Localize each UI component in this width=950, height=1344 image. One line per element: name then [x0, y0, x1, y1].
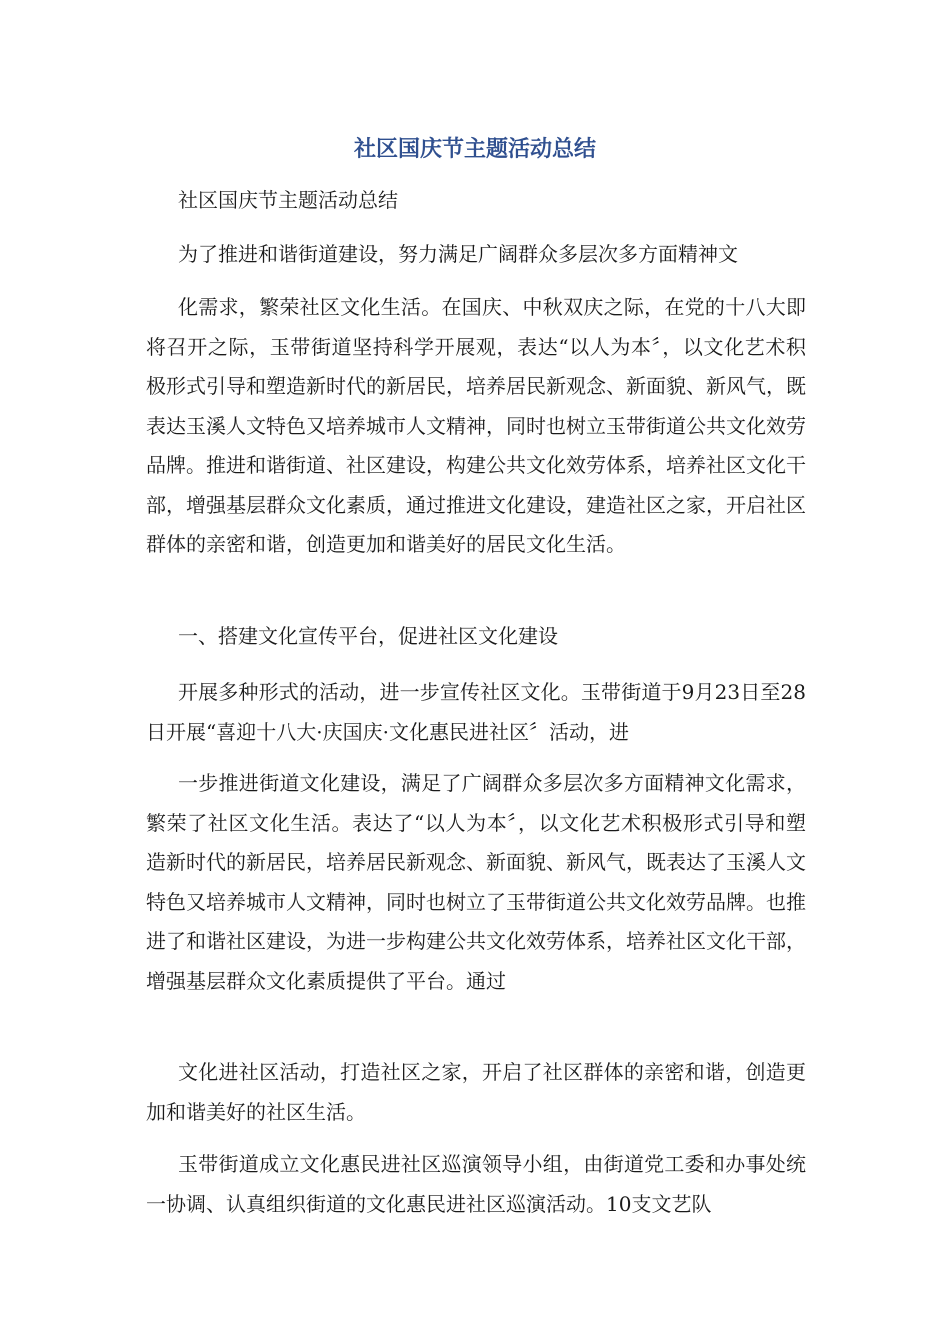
- subtitle-paragraph: 社区国庆节主题活动总结: [178, 188, 398, 212]
- section-1-paragraph-1: 开展多种形式的活动，进一步宣传社区文化。玉带街道于9月23日至28日开展“喜迎十八大·庆国庆·文化惠民进社区〞活动，进: [146, 680, 806, 744]
- document-title: 社区国庆节主题活动总结: [353, 137, 596, 162]
- section-1-paragraph-2: 一步推进街道文化建设，满足了广阔群众多层次多方面精神文化需求，繁荣了社区文化生活。表达了“以人为本〞，以文化艺术积极形式引导和塑造新时代的新居民，培养居民新观念、新面貌、新风气，既表达了玉溪人文特色又培养城市人文精神，同时也树立了玉带街道公共文化效劳品牌。也推进了和谐社区建设，为进一步构建公共文化效劳体系，培养社区文化干部，增强基层群众文化素质提供了平台。通过: [146, 771, 806, 993]
- intro-paragraph-line: 为了推进和谐街道建设，努力满足广阔群众多层次多方面精神文: [178, 242, 738, 266]
- section-1-paragraph-3: 文化进社区活动，打造社区之家，开启了社区群体的亲密和谐，创造更加和谐美好的社区生活。: [146, 1060, 806, 1124]
- section-1-paragraph-4: 玉带街道成立文化惠民进社区巡演领导小组，由街道党工委和办事处统一协调、认真组织街道的文化惠民进社区巡演活动。10支文艺队: [146, 1152, 806, 1216]
- intro-paragraph-body: 化需求，繁荣社区文化生活。在国庆、中秋双庆之际，在党的十八大即将召开之际，玉带街道坚持科学开展观，表达“以人为本〞，以文化艺术积极形式引导和塑造新时代的新居民，培养居民新观念、新面貌、新风气，既表达玉溪人文特色又培养城市人文精神，同时也树立玉带街道公共文化效劳品牌。推进和谐街道、社区建设，构建公共文化效劳体系，培养社区文化干部，增强基层群众文化素质，通过推进文化建设，建造社区之家，开启社区群体的亲密和谐，创造更加和谐美好的居民文化生活。: [146, 295, 806, 556]
- section-heading-1: 一、搭建文化宣传平台，促进社区文化建设: [178, 624, 558, 648]
